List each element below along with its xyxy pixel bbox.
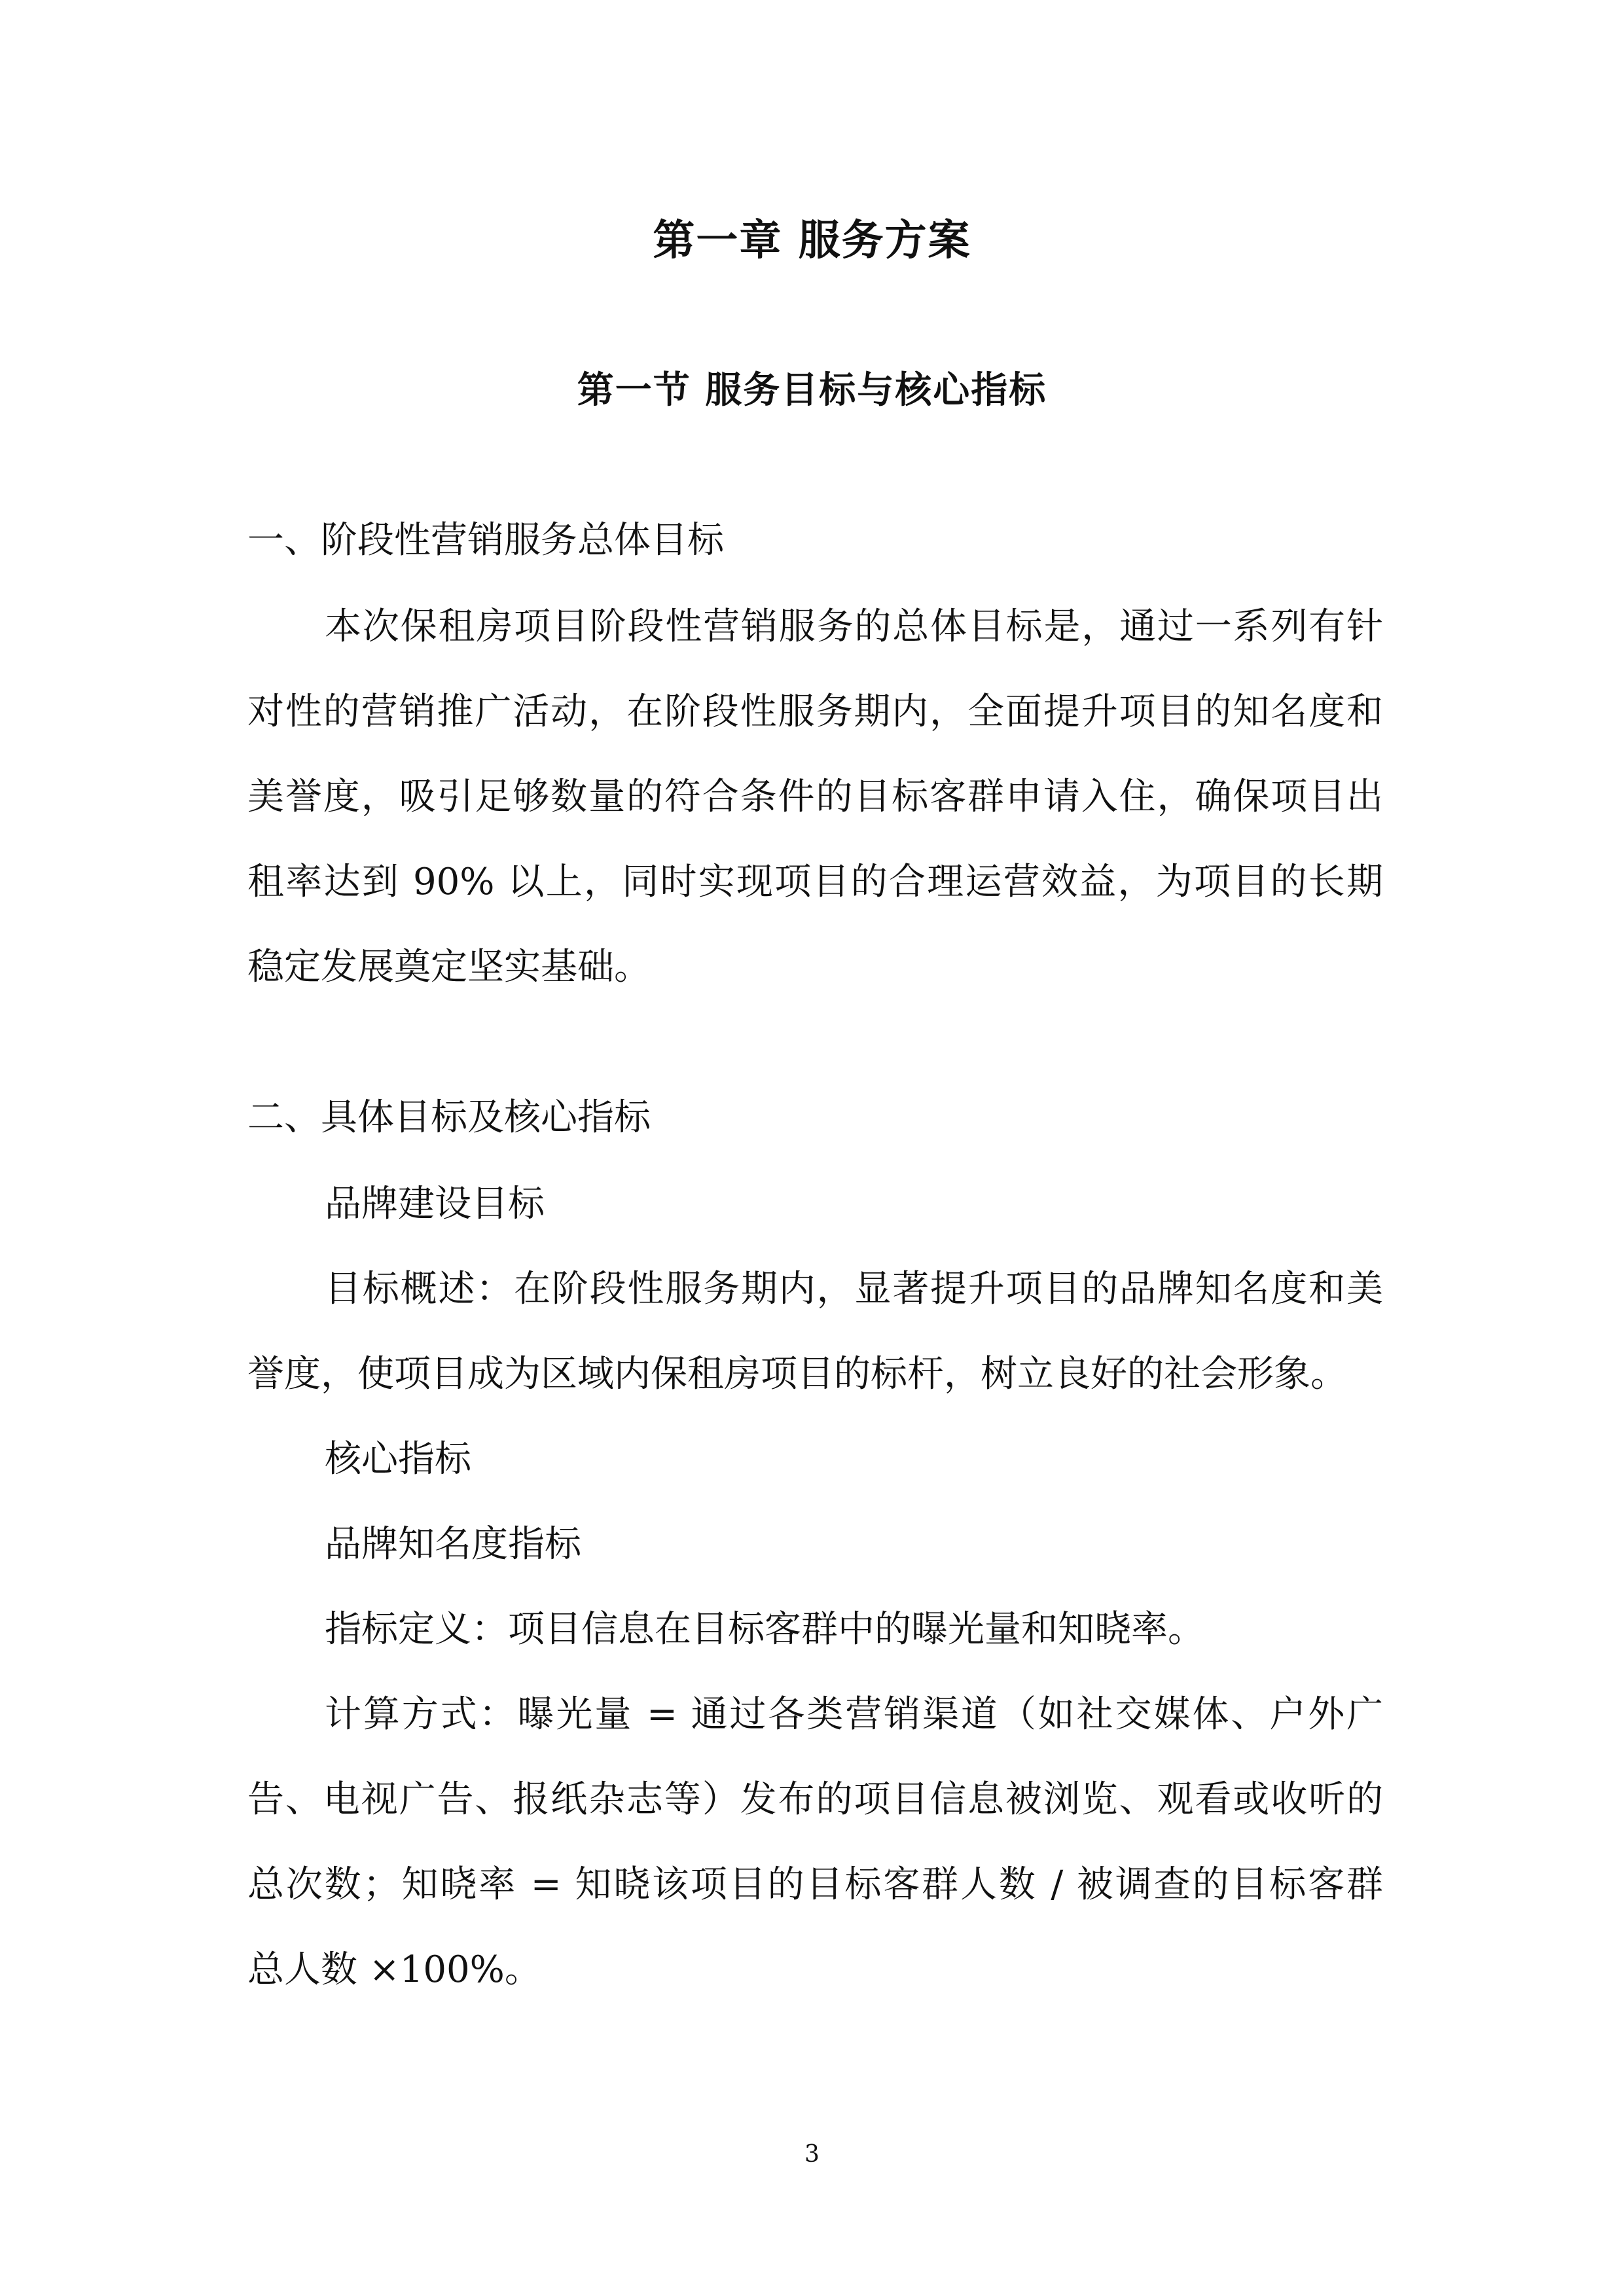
chapter-title: 第一章 服务方案: [653, 216, 971, 265]
page-number: 3: [804, 2141, 820, 2168]
awareness-indicator-heading: 品牌知名度指标: [325, 1523, 581, 1566]
part1-heading: 一、阶段性营销服务总体目标: [247, 519, 724, 562]
part1-paragraph-line: 对性的营销推广活动，在阶段性服务期内，全面提升项目的知名度和: [247, 691, 1383, 733]
overview-line: 誉度，使项目成为区域内保租房项目的标杆，树立良好的社会形象。: [247, 1353, 1347, 1395]
section-title: 第一节 服务目标与核心指标: [577, 368, 1047, 412]
core-indicators-heading: 核心指标: [325, 1438, 471, 1480]
overview-line: 目标概述：在阶段性服务期内，显著提升项目的品牌知名度和美: [325, 1268, 1383, 1310]
calculation-line: 告、电视广告、报纸杂志等）发布的项目信息被浏览、观看或收听的: [247, 1778, 1383, 1821]
calculation-line: 计算方式：曝光量 = 通过各类营销渠道（如社交媒体、户外广: [325, 1693, 1383, 1736]
part1-paragraph-line: 租率达到 90% 以上，同时实现项目的合理运营效益，为项目的长期: [247, 861, 1383, 903]
calculation-line: 总次数；知晓率 = 知晓该项目的目标客群人数 / 被调查的目标客群: [247, 1863, 1383, 1906]
brand-goal-heading: 品牌建设目标: [325, 1183, 545, 1225]
calculation-line: 总人数 ×100%。: [247, 1948, 541, 1991]
part2-heading: 二、具体目标及核心指标: [247, 1096, 651, 1139]
part1-paragraph-line: 稳定发展奠定坚实基础。: [247, 946, 651, 988]
part1-paragraph-line: 本次保租房项目阶段性营销服务的总体目标是，通过一系列有针: [325, 605, 1383, 648]
indicator-definition: 指标定义：项目信息在目标客群中的曝光量和知晓率。: [325, 1608, 1204, 1651]
part1-paragraph-line: 美誉度，吸引足够数量的符合条件的目标客群申请入住，确保项目出: [247, 776, 1383, 818]
